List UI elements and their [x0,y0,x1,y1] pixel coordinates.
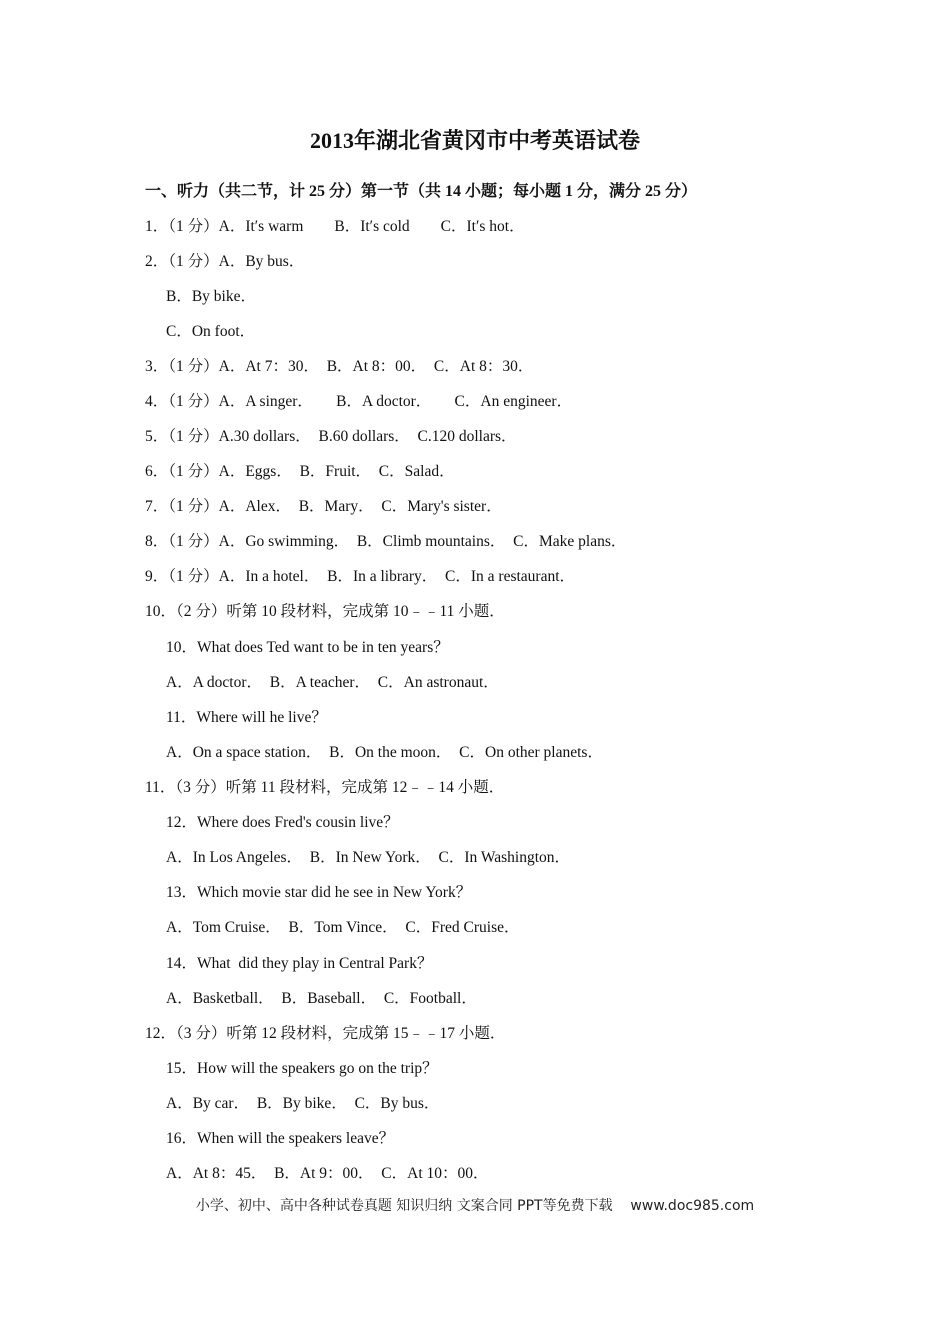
sub-question-line: 16．When will the speakers leave？ [166,1130,395,1147]
sub-question-line: 10．What does Ted want to be in ten years？ [166,639,449,656]
question-line: 8．（1 分）A．Go swimming． B．Climb mountains． C．Make plans． [145,533,627,550]
question-line: 3．（1 分）A．At 7：30． B．At 8：00． C．At 8：30． [145,358,534,375]
option-line: A．By car． B．By bike． C．By bus． [166,1095,440,1112]
question-line: 10．（2 分）听第 10 段材料，完成第 10﹣﹣11 小题． [145,603,505,620]
sub-question-line: 13．Which movie star did he see in New York？ [166,884,472,901]
question-line: 7．（1 分）A．Alex． B．Mary． C．Mary's sister． [145,498,502,515]
question-line: 11．（3 分）听第 11 段材料，完成第 12﹣﹣14 小题． [145,779,505,796]
option-line: A．On a space station． B．On the moon． C．On other planets． [166,744,603,761]
footer-banner: 小学、初中、高中各种试卷真题 知识归纳 文案合同 PPT等免费下载 www.doc985.com [195,1198,755,1214]
question-line: 5．（1 分）A.30 dollars． B.60 dollars． C.120 dollars． [145,428,517,445]
question-line: 6．（1 分）A．Eggs． B．Fruit． C．Salad． [145,463,455,480]
option-line: A．A doctor． B．A teacher． C．An astronaut． [166,674,499,691]
question-line: 9．（1 分）A．In a hotel． B．In a library． C．In a restaurant． [145,568,576,585]
option-line: A．At 8：45． B．At 9：00． C．At 10：00． [166,1165,489,1182]
section-heading: 一、听力（共二节，计 25 分）第一节（共 14 小题；每小题 1 分，满分 25 分） [145,183,698,200]
sub-question-line: 15．How will the speakers go on the trip？ [166,1060,438,1077]
option-line: A．Basketball． B．Baseball． C．Football． [166,990,477,1007]
option-line: C．On foot． [166,323,256,340]
question-line: 4．（1 分）A．A singer． B．A doctor． C．An engineer． [145,393,573,410]
question-line: 12．（3 分）听第 12 段材料，完成第 15﹣﹣17 小题． [145,1025,506,1042]
question-line: 1．（1 分）A．It′s warm B．It′s cold C．It′s hot． [145,218,525,235]
option-line: A．Tom Cruise． B．Tom Vince． C．Fred Cruise． [166,919,520,936]
page-title: 2013年湖北省黄冈市中考英语试卷 [309,128,640,153]
sub-question-line: 11．Where will he live？ [166,709,327,726]
question-line: 2．（1 分）A．By bus． [145,253,305,270]
option-line: A．In Los Angeles． B．In New York． C．In Washington． [166,849,571,866]
option-line: B．By bike． [166,288,256,305]
sub-question-line: 14．What did they play in Central Park？ [166,955,433,972]
sub-question-line: 12．Where does Fred's cousin live？ [166,814,399,831]
